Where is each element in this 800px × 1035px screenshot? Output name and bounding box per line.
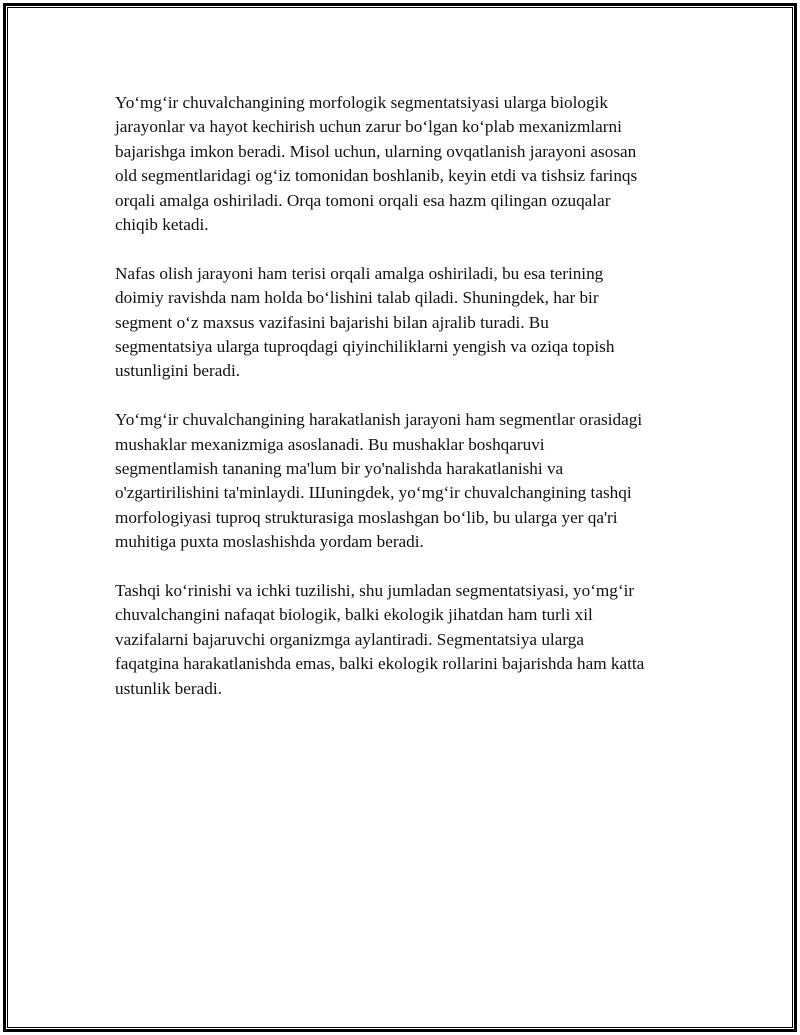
- document-body: [115, 91, 690, 726]
- paragraph-4: Tashqi ko‘rinishi va ichki tuzilishi, shu jumladan segmentatsiyasi, yo‘mg‘ir chuvalchangini nafaqat biologik, balki ekologik jihatdan ham turli xil vazifalarni bajaruvchi organizmga aylantiradi. Segmentatsiya ularga faqatgina harakatlanishda emas, balki ekologik rollarini bajarishda ham katta ustunlik beradi.: [115, 581, 645, 698]
- paragraph-2: Nafas olish jarayoni ham terisi orqali amalga oshiriladi, bu esa terining doimiy ravishda nam holda bo‘lishini talab qiladi. Shuningdek, har bir segment o‘z maxsus vazifasini bajarishi bilan ajralib turadi. Bu segmentatsiya ularga tuproqdagi qiyinchiliklarni yengish va oziqa topish ustunligini beradi.: [115, 263, 615, 381]
- paragraph-1: Yo‘mg‘ir chuvalchangining morfologik segmentatsiyasi ularga biologik jarayonlar va hayot kechirish uchun zarur bo‘lgan ko‘plab mexanizmlarni bajarishga imkon beradi. Misol uchun, ularning ovqatlanish jarayoni asosan old segmentlaridagi og‘iz tomonidan boshlanib, keyin etdi va tishsiz farinqs orqali amalga oshiriladi. Orqa tomoni orqali esa hazm qilingan ozuqalar chiqib ketadi.: [115, 93, 638, 235]
- paragraph-3: Yo‘mg‘ir chuvalchangining harakatlanish jarayoni ham segmentlar orasidagi mushaklar mexanizmiga asoslanadi. Bu mushaklar boshqaruvi segmentlamish tananing ma'lum bir yo'nalishda harakatlanishi va o'zgartirilishini ta'minlaydi. Шuningdek, yo‘mg‘ir chuvalchangining tashqi morfologiyasi tuproq strukturasiga moslashgan bo‘lib, bu ularga yer qa'ri muhitiga puxta moslashishda yordam beradi.: [115, 410, 643, 552]
